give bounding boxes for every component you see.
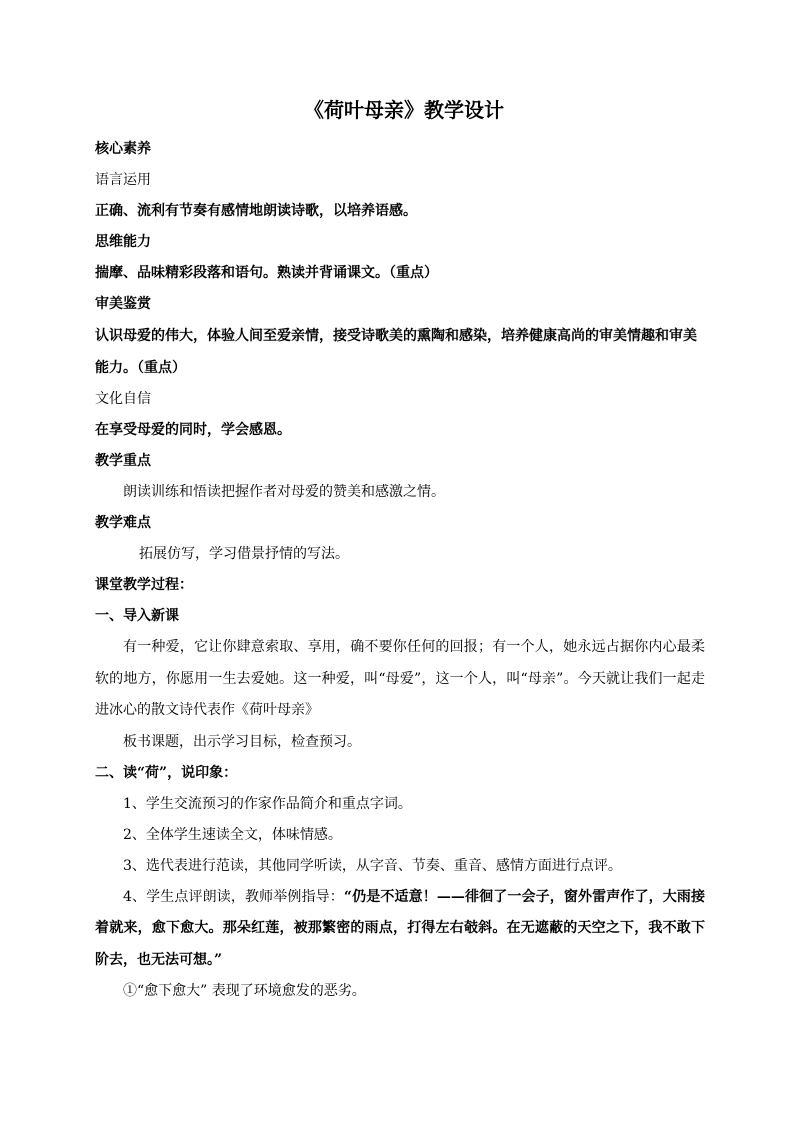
section1-paragraph: 有一种爱，它让你肆意索取、享用，确不要你任何的回报；有一个人，她永远占据你内心最柔软的地方，你愿用一生去爱她。这一种爱，叫“母爱”，这一个人，叫“母亲”。今天就让我们一起走进冰心的散文诗代表作《荷叶母亲》 [95, 639, 705, 718]
section2-item-1: 1、学生交流预习的作家作品简介和重点字词。 [123, 795, 412, 812]
section2-item-4-prefix: 4、学生点评朗读，教师举例指导： [123, 888, 344, 905]
difficulty-heading: 教学难点 [95, 515, 151, 531]
document-title: 《荷叶母亲》教学设计 [304, 98, 504, 122]
aesthetic-text: 认识母爱的伟大，体验人间至爱亲情，接受诗歌美的熏陶和感染，培养健康高尚的审美情趣和审美能力。（重点） [95, 328, 697, 376]
key-point-heading: 教学重点 [95, 453, 151, 469]
section2-item-4 [95, 882, 705, 977]
thinking-heading: 思维能力 [95, 234, 151, 250]
core-literacy-heading: 核心素养 [95, 141, 151, 157]
culture-text: 在享受母爱的同时，学会感恩。 [95, 422, 291, 438]
section2-heading: 二、读“荷”，说印象： [95, 764, 238, 781]
language-text: 正确、流利有节奏有感情地朗读诗歌，以培养语感。 [95, 203, 417, 219]
key-point-text: 朗读训练和悟读把握作者对母爱的赞美和感激之情。 [123, 484, 445, 500]
process-heading: 课堂教学过程： [95, 577, 193, 593]
thinking-text: 揣摩、品味精彩段落和语句。熟读并背诵课文。（重点） [95, 265, 438, 281]
section2-note-1: ①“愈下愈大” 表现了环境愈发的恶劣。 [123, 983, 366, 999]
document-page [95, 96, 705, 1007]
section1-board-note: 板书课题，出示学习目标，检查预习。 [123, 733, 361, 750]
language-heading: 语言运用 [95, 172, 151, 188]
aesthetic-heading: 审美鉴赏 [95, 296, 151, 312]
section2-item-4-quote: “仍是不适意！——徘徊了一会子，窗外雷声作了，大雨接着就来，愈下愈大。那朵红莲，被那繁密的雨点，打得左右攲斜。在无遮蔽的天空之下，我不敢下阶去，也无法可想。” [95, 888, 705, 968]
section2-item-2: 2、全体学生速读全文，体味情感。 [123, 826, 342, 843]
culture-heading: 文化自信 [95, 391, 151, 407]
difficulty-text: 拓展仿写，学习借景抒情的写法。 [139, 546, 349, 562]
section1-heading: 一、导入新课 [95, 608, 179, 624]
section2-item-3: 3、选代表进行范读，其他同学听读，从字音、节奏、重音、感情方面进行点评。 [123, 857, 622, 874]
